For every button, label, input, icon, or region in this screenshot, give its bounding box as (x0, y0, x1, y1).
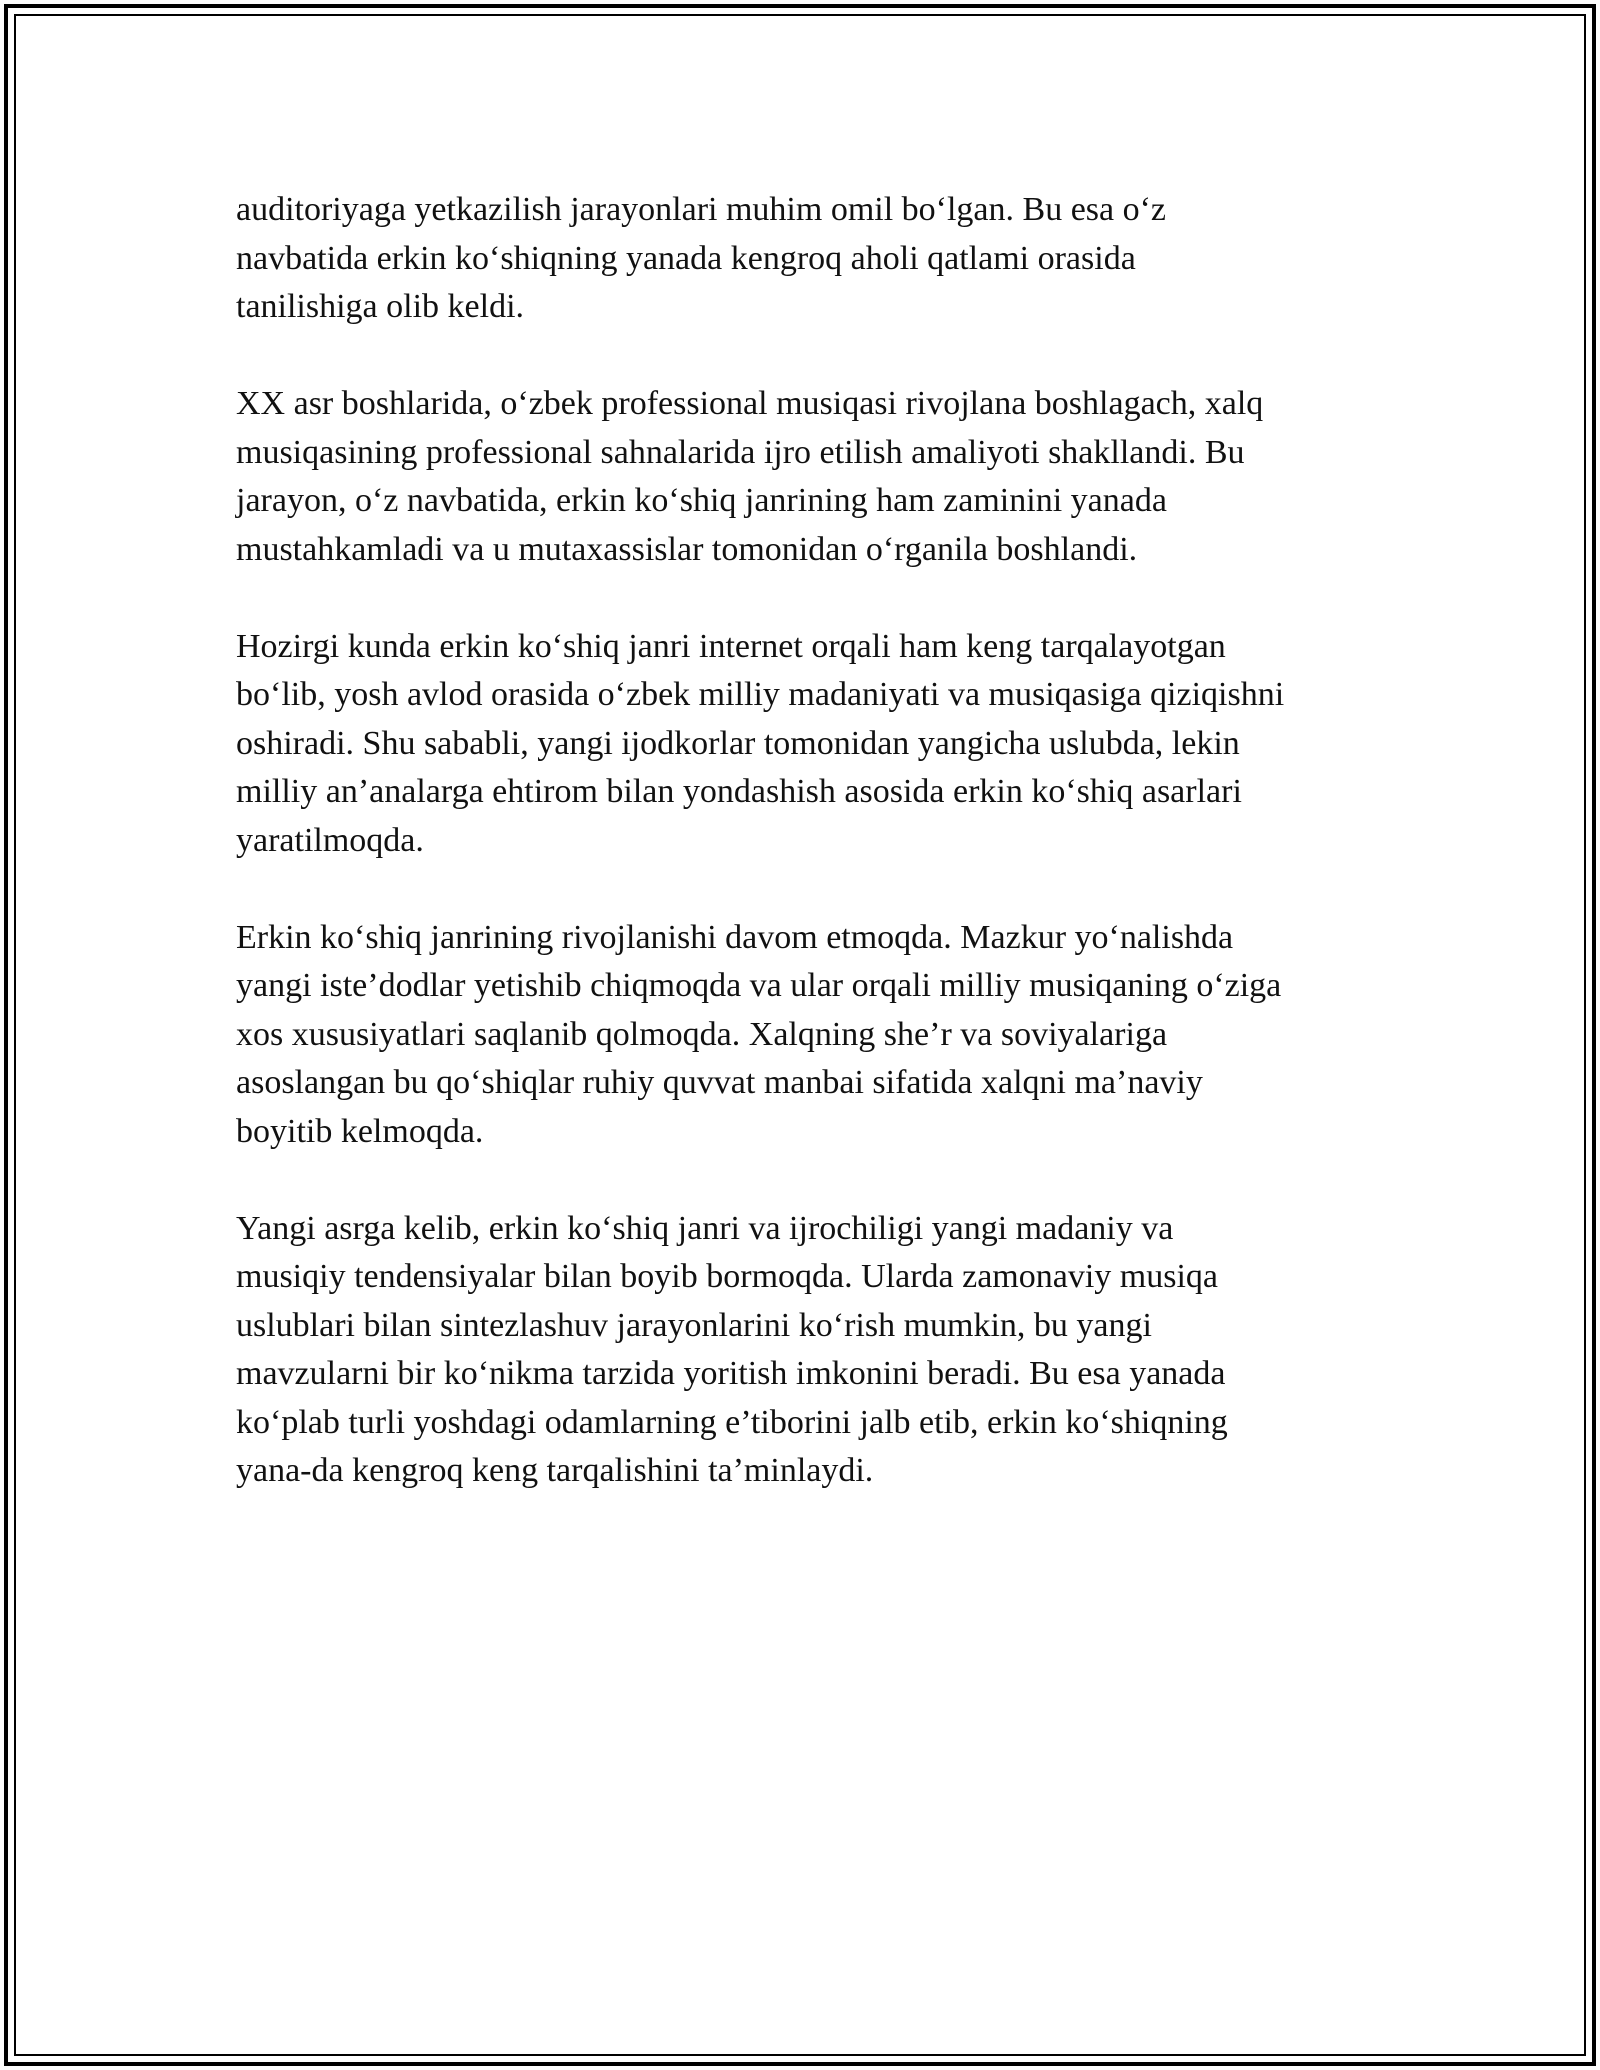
paragraph-1: auditoriyaga yetkazilish jarayonlari muhim omil bo‘lgan. Bu esa o‘z navbatida erkin ko‘shiqning yanada kengroq aholi qatlami orasida tanilishiga olib keldi. (236, 191, 1167, 325)
paragraph-2: XX asr boshlarida, o‘zbek professional musiqasi rivojlana boshlagach, xalq musiqasining professional sahnalarida ijro etilish amaliyoti shakllandi. Bu jarayon, o‘z navbatida, erkin ko‘shiq janrining ham zaminini yanada mustahkamladi va u mutaxassislar tomonidan o‘rganila boshlandi. (236, 385, 1264, 568)
paragraph-3: Hozirgi kunda erkin ko‘shiq janri internet orqali ham keng tarqalayotgan bo‘lib, yosh avlod orasida o‘zbek milliy madaniyati va musiqasiga qiziqishni oshiradi. Shu sababli, yangi ijodkorlar tomonidan yangicha uslubda, lekin milliy an’analarga ehtirom bilan yondashish asosida erkin ko‘shiq asarlari yaratilmoqda. (236, 627, 1285, 859)
paragraph-4: Erkin ko‘shiq janrining rivojlanishi davom etmoqda. Mazkur yo‘nalishda yangi iste’dodlar yetishib chiqmoqda va ular orqali milliy musiqaning o‘ziga xos xususiyatlari saqlanib qolmoqda. Xalqning she’r va soviyalariga asoslangan bu qo‘shiqlar ruhiy quvvat manbai sifatida xalqni ma’naviy boyitib kelmoqda. (236, 918, 1282, 1150)
document-body (236, 186, 1386, 1544)
paragraph-5: Yangi asrga kelib, erkin ko‘shiq janri va ijrochiligi yangi madaniy va musiqiy tendensiyalar bilan boyib bormoqda. Ularda zamonaviy musiqa uslublari bilan sintezlashuv jarayonlarini ko‘rish mumkin, bu yangi mavzularni bir ko‘nikma tarzida yoritish imkonini beradi. Bu esa yanada ko‘plab turli yoshdagi odamlarning e’tiborini jalb etib, erkin ko‘shiqning yana-da kengroq keng tarqalishini ta’minlaydi. (236, 1209, 1228, 1489)
